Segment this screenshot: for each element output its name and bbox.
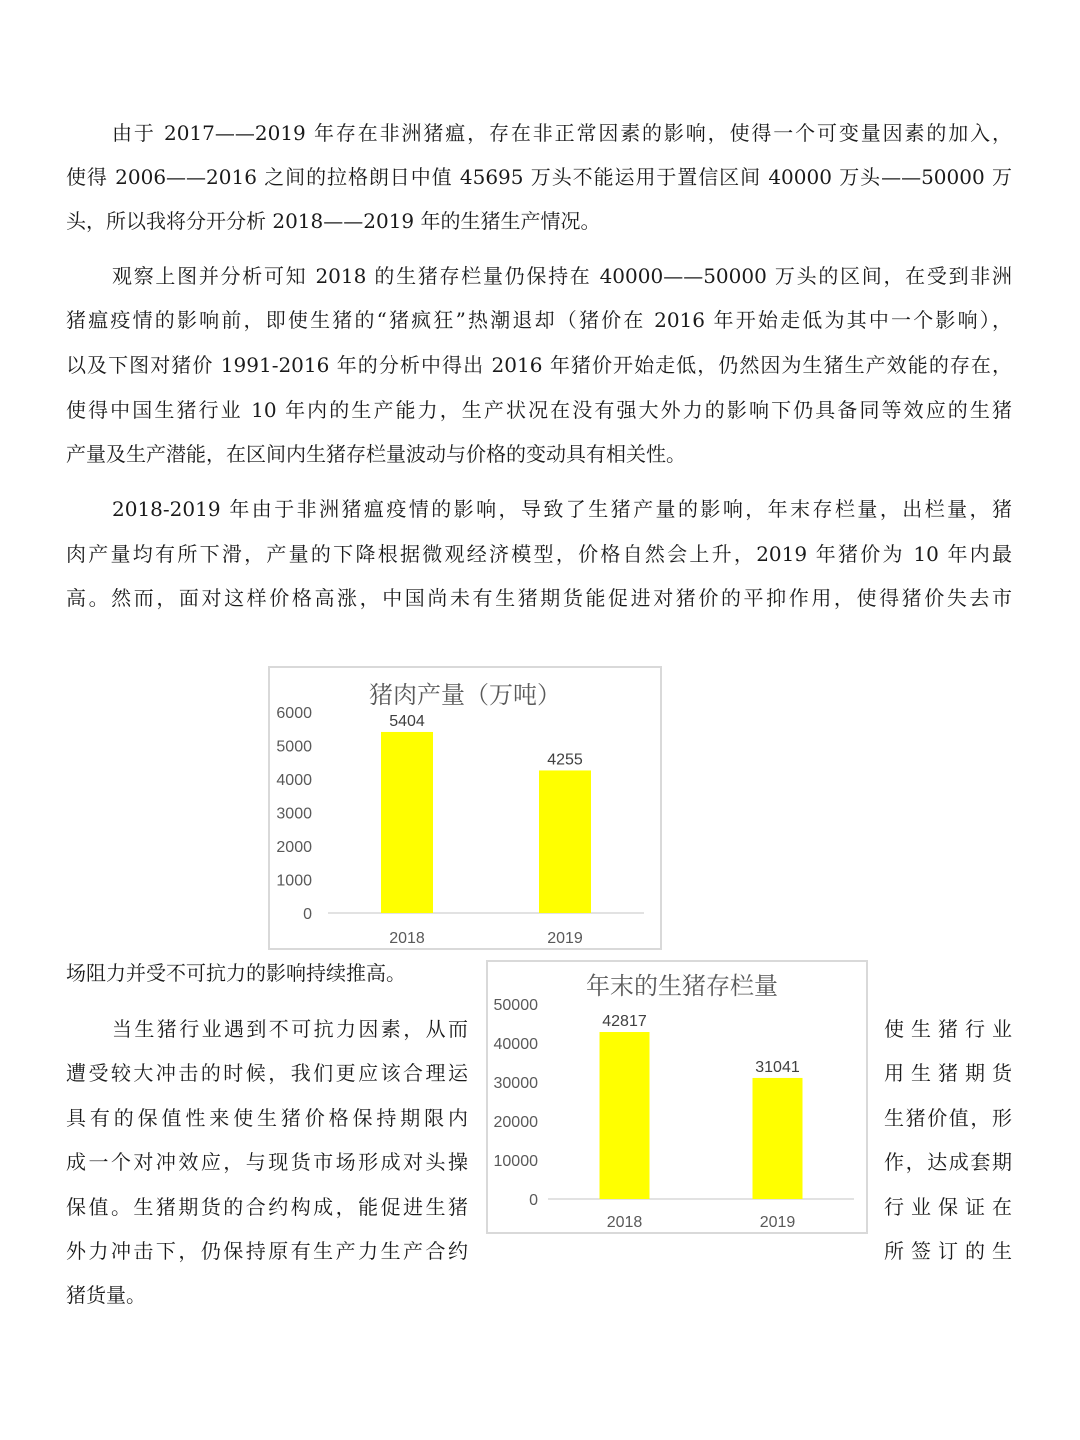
bar-2019	[539, 770, 591, 913]
x-tick-label-2019: 2019	[759, 1214, 796, 1231]
chart-hog-inventory	[486, 960, 868, 1234]
chart-pork-production-svg	[270, 668, 660, 948]
x-tick-label-2018: 2018	[606, 1214, 643, 1231]
p2-line-3: 以及下图对猪价 1991-2016 年的分析中得出 2016 年猪价开始走低，仍然因为生猪生产效能的存在，	[66, 353, 1012, 377]
p4-right-line-2: 用生猪期货	[884, 1061, 1012, 1085]
p2-line-5: 产量及生产潜能，在区间内生猪存栏量波动与价格的变动具有相关性。	[66, 442, 686, 466]
p4-left-line-7: 猪货量。	[66, 1283, 146, 1307]
y-tick-label: 2000	[276, 839, 312, 856]
p4-right-line-6: 所签订的生	[884, 1239, 1012, 1263]
p3-line-1: 2018-2019 年由于非洲猪瘟疫情的影响，导致了生猪产量的影响，年末存栏量，出栏量，猪	[112, 497, 1012, 521]
chart-pork-production	[268, 666, 662, 950]
chart-title: 猪肉产量（万吨）	[369, 681, 561, 709]
y-tick-label: 4000	[276, 772, 312, 789]
y-tick-label: 3000	[276, 805, 312, 823]
p4-right-line-4: 作，达成套期	[884, 1150, 1012, 1174]
p2-line-1: 观察上图并分析可知 2018 的生猪存栏量仍保持在 40000——50000 万头的区间，在受到非洲	[112, 264, 1012, 288]
p2-line-4: 使得中国生猪行业 10 年内的生产能力，生产状况在没有强大外力的影响下仍具备同等效应的生猪	[66, 398, 1012, 422]
chart-title: 年末的生猪存栏量	[586, 972, 778, 1000]
bar-2019	[753, 1078, 803, 1199]
p4-right-line-3: 生猪价值，形	[884, 1106, 1012, 1130]
y-tick-label: 40000	[493, 1036, 538, 1053]
y-tick-label: 5000	[276, 738, 312, 756]
y-tick-label: 50000	[493, 997, 538, 1014]
bar-2018	[600, 1032, 650, 1199]
data-label-2018: 5404	[389, 712, 425, 730]
y-tick-label: 0	[529, 1192, 538, 1209]
data-label-2018: 42817	[602, 1013, 647, 1031]
p4-left-line-1: 当生猪行业遇到不可抗力因素，从而	[112, 1017, 468, 1041]
p4-left-line-6: 外力冲击下，仍保持原有生产力生产合约	[66, 1239, 468, 1263]
y-tick-label: 1000	[276, 872, 312, 890]
data-label-2019: 31041	[755, 1058, 800, 1076]
p3-line-2: 肉产量均有所下滑，产量的下降根据微观经济模型，价格自然会上升，2019 年猪价为 10 年内最	[66, 542, 1012, 566]
p4-right-line-1: 使生猪行业	[884, 1017, 1012, 1041]
p4-right-line-5: 行业保证在	[884, 1195, 1012, 1219]
p2-line-2: 猪瘟疫情的影响前，即使生猪的“猪疯狂”热潮退却（猪价在 2016 年开始走低为其中一个影响），	[66, 308, 1012, 332]
y-tick-label: 6000	[276, 705, 312, 722]
y-tick-label: 0	[303, 906, 312, 923]
x-tick-label-2018: 2018	[389, 930, 425, 947]
p3-line-4: 场阻力并受不可抗力的影响持续推高。	[66, 961, 406, 985]
y-tick-label: 10000	[493, 1153, 538, 1170]
p4-left-line-5: 保值。生猪期货的合约构成，能促进生猪	[66, 1195, 468, 1219]
chart-hog-inventory-svg	[488, 962, 866, 1232]
y-tick-label: 20000	[493, 1114, 538, 1131]
p4-left-line-2: 遭受较大冲击的时候，我们更应该合理运	[66, 1061, 468, 1085]
p4-left-line-4: 成一个对冲效应，与现货市场形成对头操	[66, 1150, 468, 1174]
p1-line-2: 使得 2006——2016 之间的拉格朗日中值 45695 万头不能运用于置信区间 40000 万头——50000 万	[66, 165, 1012, 189]
data-label-2019: 4255	[547, 751, 583, 769]
x-tick-label-2019: 2019	[547, 930, 583, 947]
y-tick-label: 30000	[493, 1075, 538, 1092]
p4-left-line-3: 具有的保值性来使生猪价格保持期限内	[66, 1106, 468, 1130]
p3-line-3: 高。然而，面对这样价格高涨，中国尚未有生猪期货能促进对猪价的平抑作用，使得猪价失去市	[66, 586, 1012, 610]
bar-2018	[381, 732, 433, 913]
p1-line-1: 由于 2017——2019 年存在非洲猪瘟，存在非正常因素的影响，使得一个可变量因素的加入，	[112, 121, 1012, 145]
p1-line-3: 头，所以我将分开分析 2018——2019 年的生猪生产情况。	[66, 209, 601, 233]
